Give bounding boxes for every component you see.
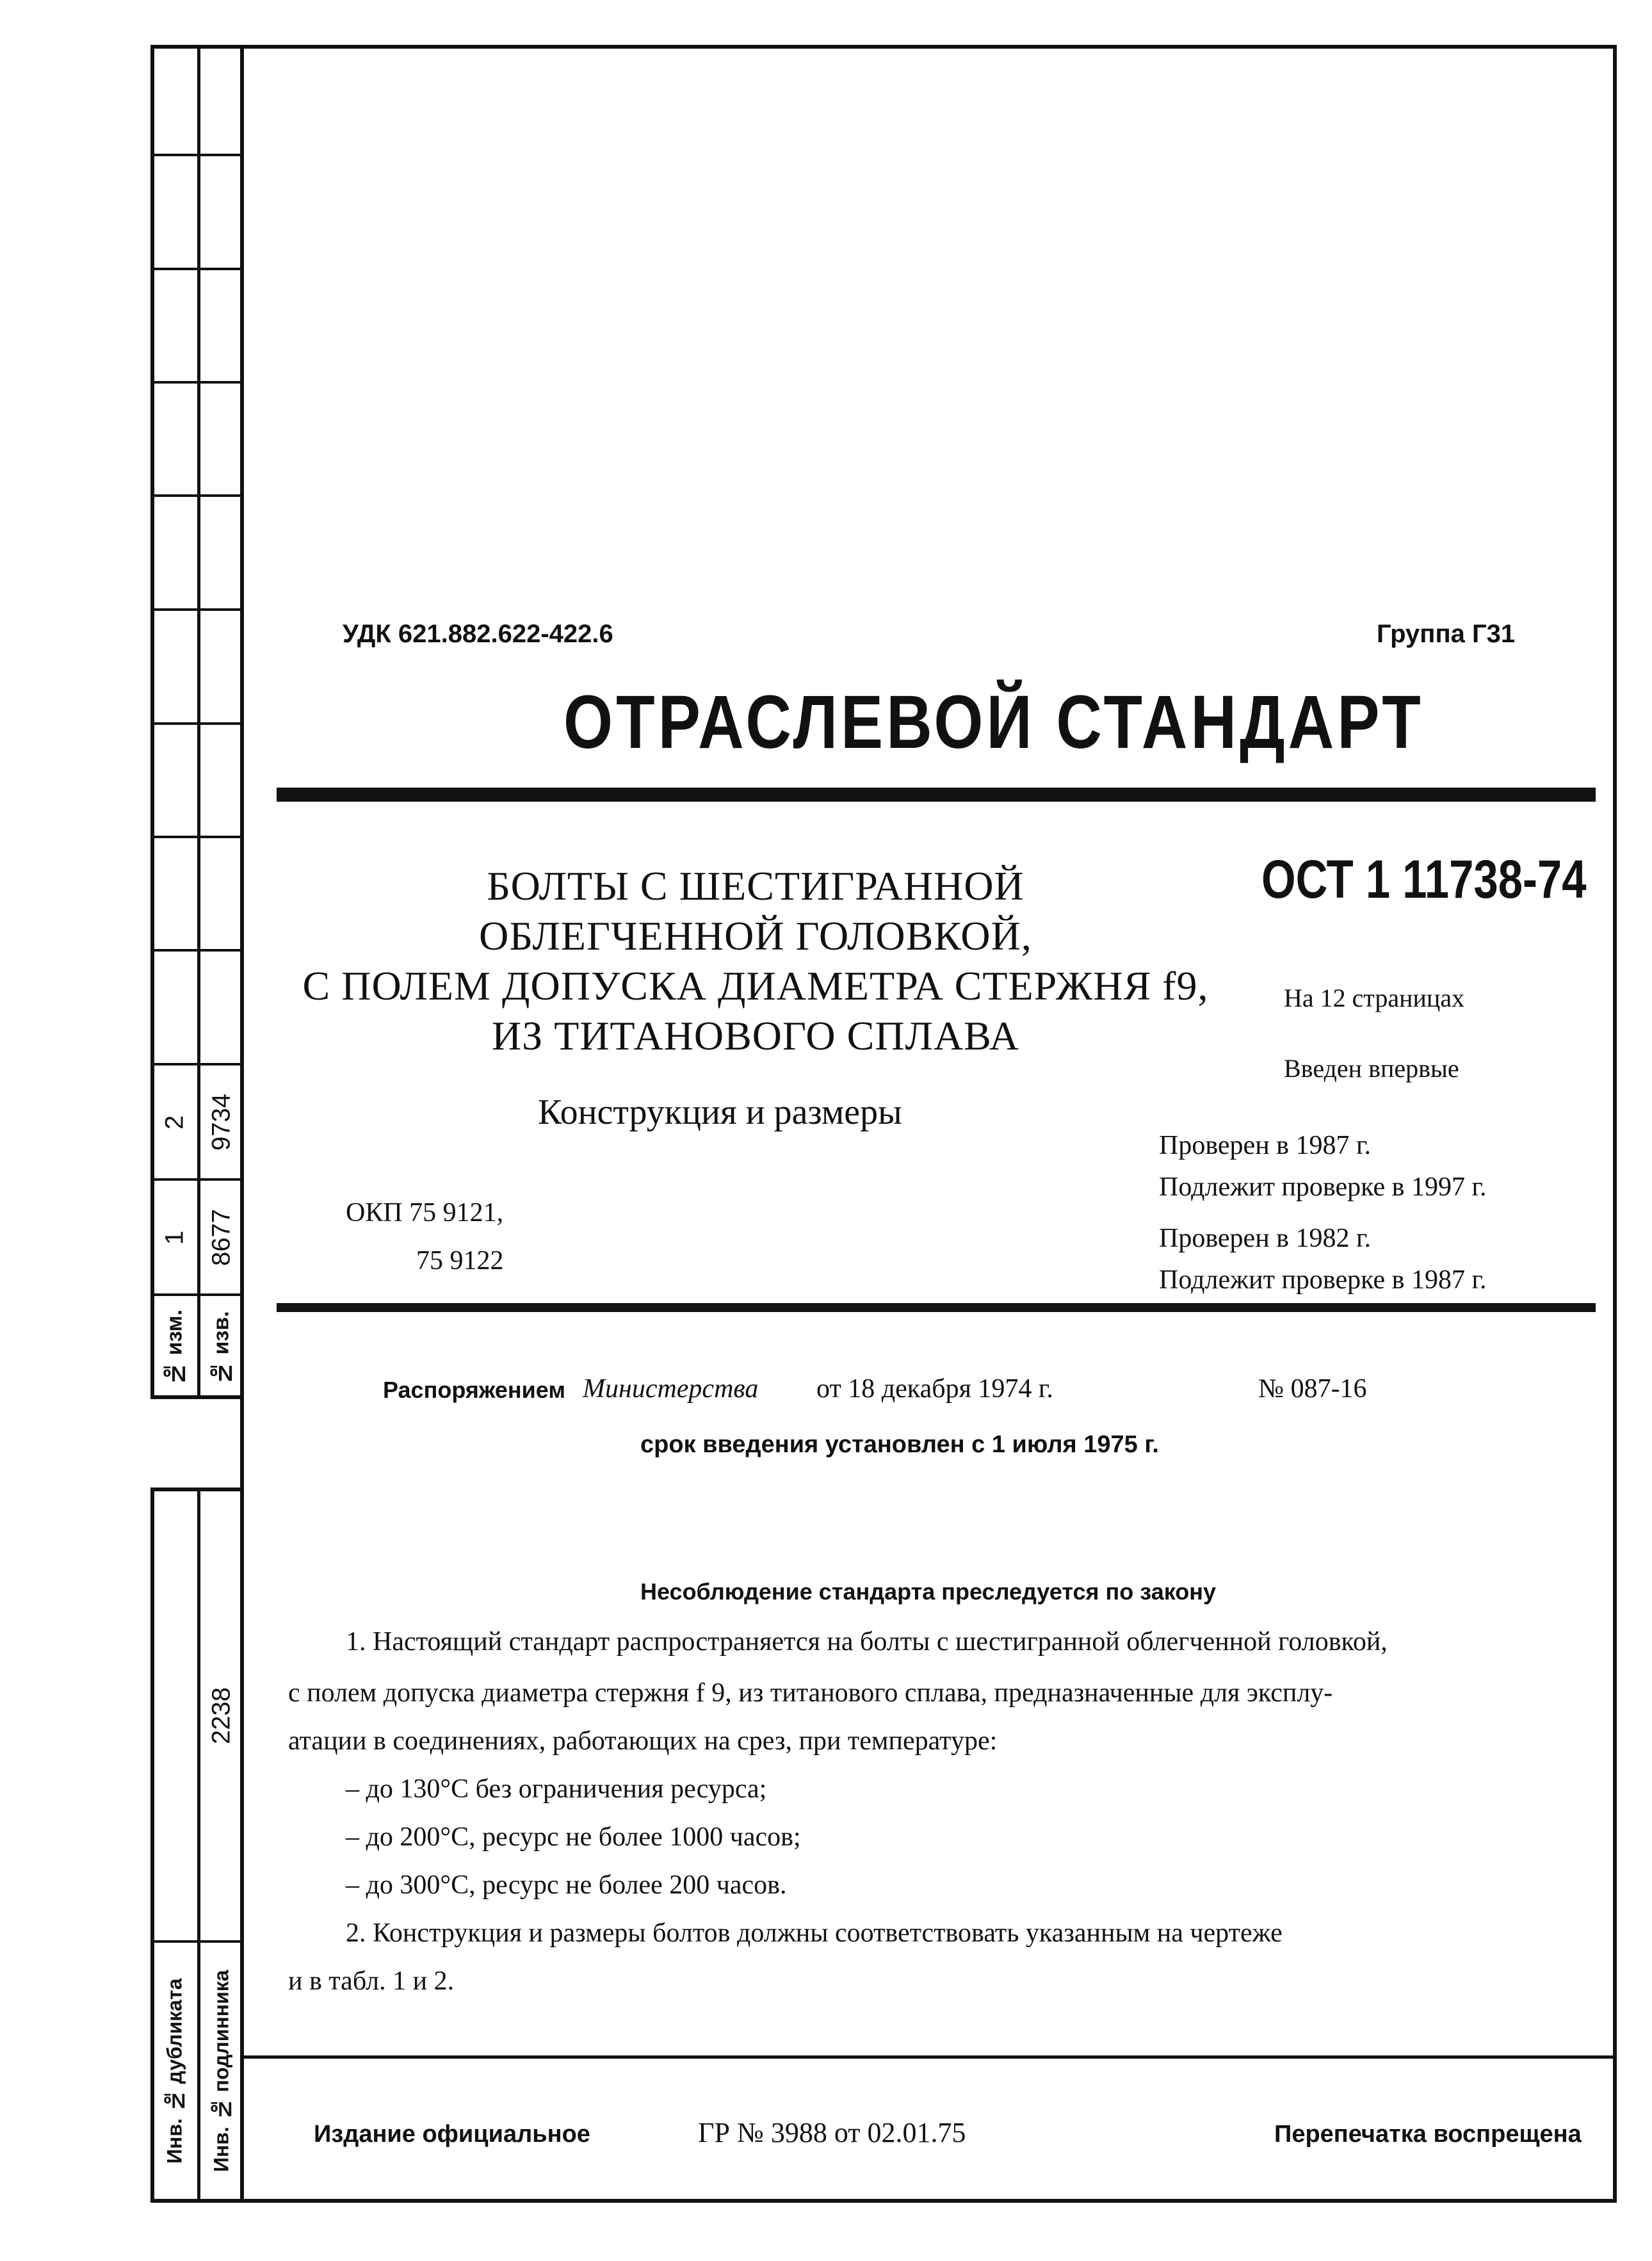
body-paragraph-line: 2. Конструкция и размеры болтов должны соответствовать указанным на чертеже bbox=[346, 1918, 1283, 1948]
sidebar-rule bbox=[150, 494, 244, 497]
okp-code-2: 75 9122 bbox=[416, 1246, 504, 1276]
body-paragraph-line: 1. Настоящий стандарт распространяется на болты с шестигранной облегченной головкой, bbox=[346, 1627, 1388, 1657]
law-notice: Несоблюдение стандарта преследуется по закону bbox=[640, 1578, 1217, 1605]
doc-no-label: № изв. bbox=[209, 1311, 234, 1385]
order-number: № 087-16 bbox=[1258, 1374, 1367, 1404]
title-line: ИЗ ТИТАНОВОГО СПЛАВА bbox=[491, 1013, 1020, 1058]
reprint-note: Перепечатка воспрещена bbox=[1274, 2121, 1582, 2148]
order-prefix: Распоряжением bbox=[383, 1377, 565, 1403]
sidebar-rule bbox=[150, 722, 244, 725]
change-no-1: 1 bbox=[160, 1230, 189, 1245]
original-label: Инв. № подлинника bbox=[209, 1970, 233, 2172]
original-inventory-no: 2238 bbox=[207, 1687, 236, 1745]
body-paragraph-line: – до 200°С, ресурс не более 1000 часов; bbox=[346, 1822, 801, 1852]
footer-rule bbox=[240, 2055, 1617, 2059]
registration-note: ГР № 3988 от 02.01.75 bbox=[698, 2117, 966, 2148]
udk-code: УДК 621.882.622-422.6 bbox=[343, 620, 613, 648]
thick-rule-bottom bbox=[277, 1303, 1596, 1312]
title-line: ОБЛЕГЧЕННОЙ ГОЛОВКОЙ, bbox=[479, 913, 1032, 959]
title-line: С ПОЛЕМ ДОПУСКА ДИАМЕТРА СТЕРЖНЯ f9, bbox=[302, 963, 1209, 1009]
check-status: Проверен в 1987 г. bbox=[1159, 1131, 1371, 1160]
check-status: Проверен в 1982 г. bbox=[1159, 1224, 1371, 1253]
body-paragraph-line: – до 300°С, ресурс не более 200 часов. bbox=[346, 1870, 787, 1900]
sidebar-rule bbox=[150, 1178, 244, 1181]
change-no-label: № изм. bbox=[162, 1309, 187, 1386]
body-paragraph-line: с полем допуска диаметра стержня f 9, из титанового сплава, предназначенные для эксплу- bbox=[288, 1678, 1333, 1708]
sidebar-rule bbox=[150, 836, 244, 838]
sidebar-rule bbox=[150, 1063, 244, 1066]
sidebar-rule bbox=[150, 949, 244, 952]
body-paragraph-line: – до 130°С без ограничения ресурса; bbox=[346, 1774, 767, 1804]
introduced-first: Введен впервые bbox=[1284, 1054, 1459, 1083]
subtitle: Конструкция и размеры bbox=[538, 1092, 902, 1132]
sidebar-rule bbox=[150, 608, 244, 611]
check-status: Подлежит проверке в 1987 г. bbox=[1159, 1265, 1487, 1295]
notice-no-9734: 9734 bbox=[207, 1094, 236, 1151]
group-code: Группа Г31 bbox=[1377, 620, 1516, 648]
standard-code: ОСТ 1 11738-74 bbox=[1261, 849, 1587, 909]
title-line: БОЛТЫ С ШЕСТИГРАННОЙ bbox=[487, 863, 1024, 909]
body-paragraph-line: и в табл. 1 и 2. bbox=[288, 1966, 455, 1996]
order-date: от 18 декабря 1974 г. bbox=[816, 1374, 1053, 1404]
standard-title bbox=[243, 861, 1268, 1061]
thick-rule-top bbox=[277, 788, 1596, 802]
okp-code-1: ОКП 75 9121, bbox=[346, 1198, 504, 1228]
body-paragraph-line: атации в соединениях, работающих на срез, при температуре: bbox=[288, 1726, 998, 1756]
duplicate-label: Инв. № дубликата bbox=[163, 1978, 186, 2164]
pages-count: На 12 страницах bbox=[1284, 984, 1465, 1012]
sidebar-rule bbox=[150, 154, 244, 156]
check-status: Подлежит проверке в 1997 г. bbox=[1159, 1172, 1487, 1202]
page-title: ОТРАСЛЕВОЙ СТАНДАРТ bbox=[563, 680, 1424, 765]
sidebar-rule bbox=[150, 268, 244, 270]
notice-no-8677: 8677 bbox=[207, 1209, 236, 1266]
sidebar-rule bbox=[150, 381, 244, 384]
sidebar-rule bbox=[150, 1293, 244, 1296]
effective-date: срок введения установлен с 1 июля 1975 г. bbox=[640, 1431, 1159, 1458]
order-ministry: Министерства bbox=[583, 1374, 759, 1404]
change-no-2: 2 bbox=[160, 1115, 189, 1130]
edition-note: Издание официальное bbox=[314, 2121, 590, 2148]
